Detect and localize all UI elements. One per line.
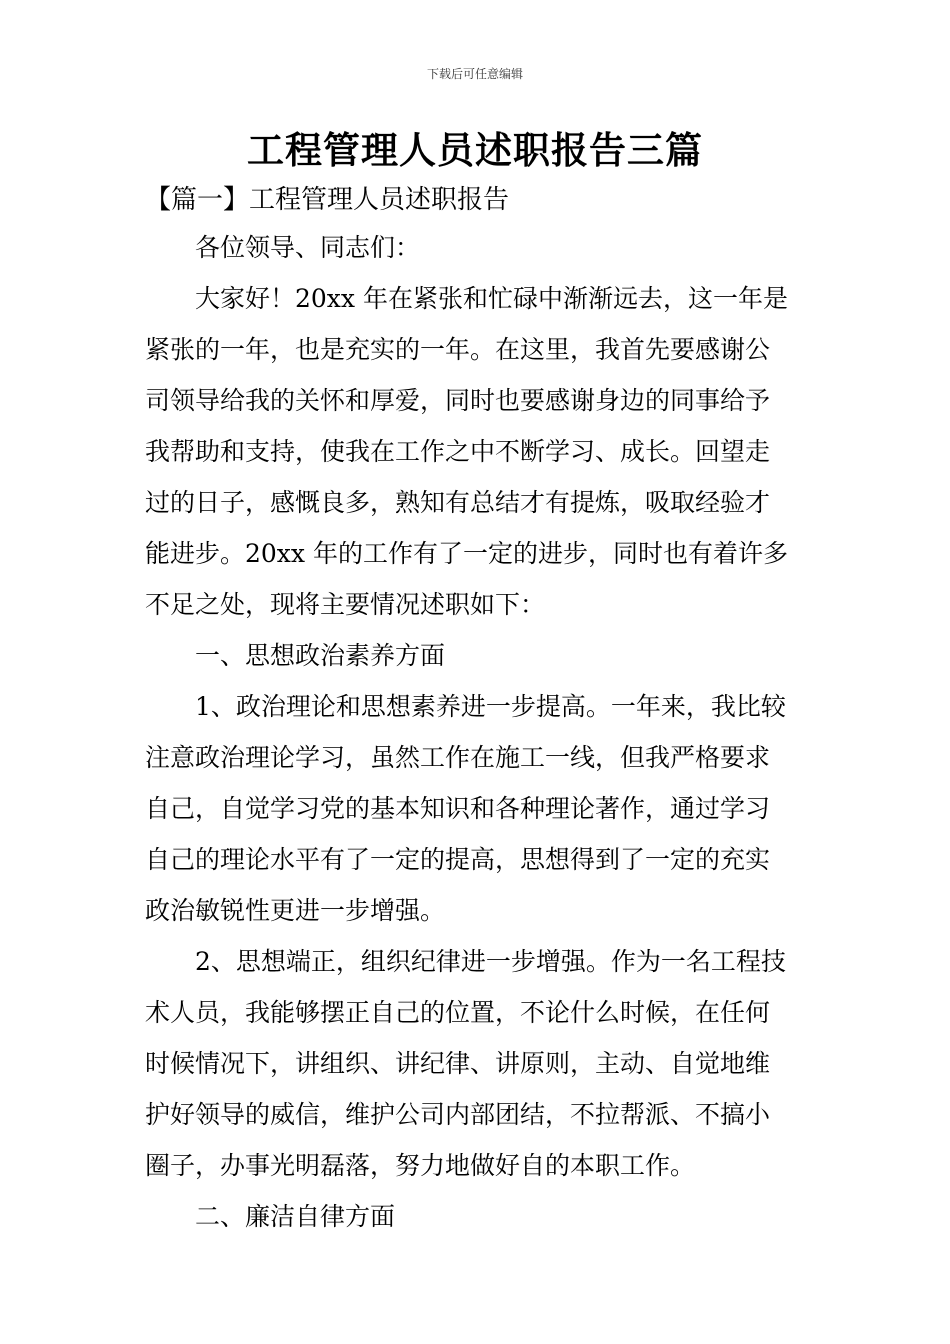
text-line: 注意政治理论学习，虽然工作在施工一线，但我严格要求 <box>145 743 771 772</box>
text-line: 不足之处，现将主要情况述职如下： <box>145 590 546 619</box>
text-line: 我帮助和支持，使我在工作之中不断学习、成长。回望走 <box>145 437 771 466</box>
header-note: 下载后可任意编辑 <box>426 67 523 81</box>
section-heading: 【篇一】工程管理人员述职报告 <box>145 185 510 215</box>
text-line: 1、政治理论和思想素养进一步提高。一年来，我比较 <box>195 692 786 721</box>
text-line: 术人员，我能够摆正自己的位置，不论什么时候，在任何 <box>145 998 771 1027</box>
text-line: 政治敏锐性更进一步增强。 <box>145 896 446 925</box>
body-text <box>145 222 810 1242</box>
text-line: 时候情况下，讲组织、讲纪律、讲原则，主动、自觉地维 <box>145 1049 771 1078</box>
text-line: 各位领导、同志们： <box>195 233 421 262</box>
text-line: 自己，自觉学习党的基本知识和各种理论著作，通过学习 <box>145 794 771 823</box>
text-line: 自己的理论水平有了一定的提高，思想得到了一定的充实 <box>145 845 771 874</box>
text-line: 圈子，办事光明磊落，努力地做好自的本职工作。 <box>145 1151 696 1180</box>
text-line: 能进步。20xx 年的工作有了一定的进步，同时也有着许多 <box>145 539 788 568</box>
document-title: 工程管理人员述职报告三篇 <box>247 128 703 172</box>
text-line: 紧张的一年，也是充实的一年。在这里，我首先要感谢公 <box>145 335 771 364</box>
text-line: 大家好！20xx 年在紧张和忙碌中渐渐远去，这一年是 <box>195 284 788 313</box>
text-line: 护好领导的威信，维护公司内部团结，不拉帮派、不搞小 <box>145 1100 771 1129</box>
text-line: 一、思想政治素养方面 <box>195 641 446 670</box>
text-line: 二、廉洁自律方面 <box>195 1202 396 1231</box>
text-line: 司领导给我的关怀和厚爱，同时也要感谢身边的同事给予 <box>145 386 771 415</box>
text-line: 过的日子，感慨良多，熟知有总结才有提炼，吸取经验才 <box>145 488 771 517</box>
text-line: 2、思想端正，组织纪律进一步增强。作为一名工程技 <box>195 947 786 976</box>
